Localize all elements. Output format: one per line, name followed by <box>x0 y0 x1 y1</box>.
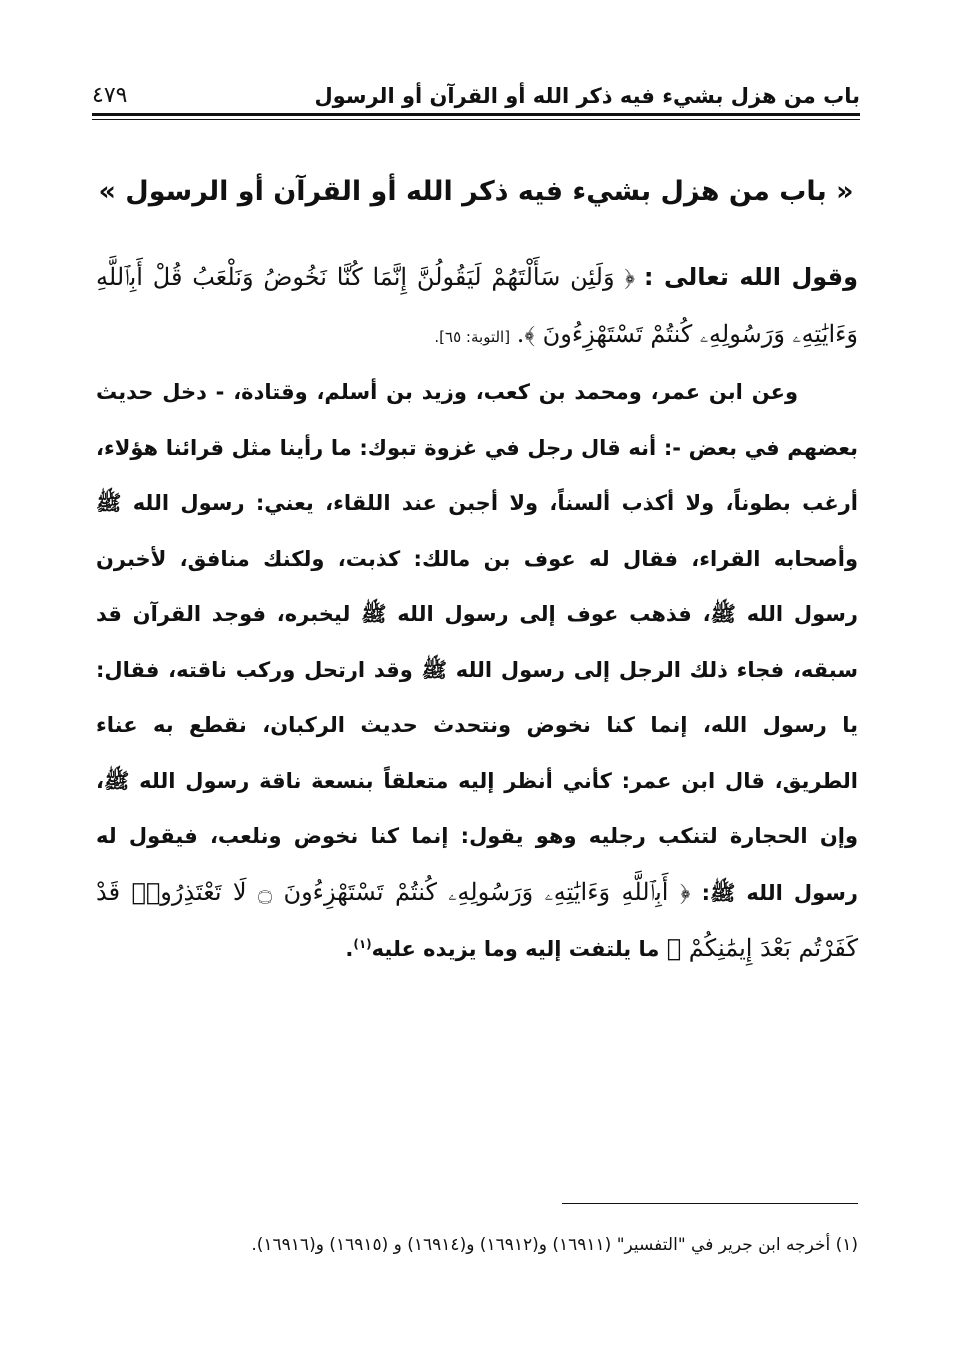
final-period: . <box>345 937 354 961</box>
quran-verse: ﴿ وَلَئِن سَأَلْتَهُمْ لَيَقُولُنَّ إِنَّمَا كُنَّا نَخُوضُ وَنَلْعَبُ قُلْ أَبِٱللَّهِ وَءَايَٰتِهِۦ وَرَسُولِهِۦ كُنتُمْ تَسْتَهْزِءُونَ ﴾. <box>96 263 858 348</box>
running-header-title: باب من هزل بشيء فيه ذكر الله أو القرآن أو الرسول <box>314 84 860 108</box>
footnote: (١) أخرجه ابن جرير في "التفسير" (١٦٩١١) و(١٦٩١٢) و(١٦٩١٤) و (١٦٩١٥) و(١٦٩١٦). <box>251 1235 858 1255</box>
narration-text: وعن ابن عمر، ومحمد بن كعب، وزيد بن أسلم، وقتادة، - دخل حديث بعضهم في بعض -: أنه قال رجل في غزوة تبوك: ما رأينا مثل قرائنا هؤلاء، أرغب بطوناً، ولا أكذب ألسناً، ولا أجبن عند اللقاء، يعني: رسول الله ﷺ وأصحابه القراء، فقال له عوف بن مالك: كذبت، ولكنك منافق، لأخبرن رسول الله ﷺ، فذهب عوف إلى رسول الله ﷺ ليخبره، فوجد القرآن قد سبقه، فجاء ذلك الرجل إلى رسول الله ﷺ وقد ارتحل وركب ناقته، فقال: يا رسول الله، إنما كنا نخوض ونتحدث حديث الركبان، نقطع به عناء الطريق، قال ابن عمر: كأني أنظر إليه متعلقاً بنسعة ناقة رسول الله ﷺ، وإن الحجارة لتنكب رجليه وهو يقول: إنما كنا نخوض ونلعب، فيقول له رسول الله ﷺ: <box>96 380 858 905</box>
body-text <box>96 250 858 978</box>
narration-paragraph <box>96 365 858 978</box>
narration-quran: ﴿ أَبِٱللَّهِ وَءَايَٰتِهِۦ وَرَسُولِهِۦ كُنتُمْ تَسْتَهْزِءُونَ ۝ لَا تَعْتَذِرُوا۟ قَدْ كَفَرْتُم بَعْدَ إِيمَٰنِكُمْ ﴾ <box>96 877 858 962</box>
chapter-title: « باب من هزل بشيء فيه ذكر الله أو القرآن أو الرسول » <box>98 176 854 207</box>
footnote-marker[interactable]: (١) <box>353 937 372 951</box>
verse-lead: وقول الله تعالى : <box>643 263 858 291</box>
verse-reference: [التوبة: ٦٥]. <box>434 327 511 346</box>
page-number: ٤٧٩ <box>92 83 128 108</box>
narration-ending: ما يلتفت إليه وما يزيده عليه <box>371 937 660 961</box>
header-rule <box>92 113 860 116</box>
footnote-rule <box>562 1203 858 1204</box>
verse-paragraph <box>96 250 858 365</box>
header-rule-thin <box>92 119 860 120</box>
